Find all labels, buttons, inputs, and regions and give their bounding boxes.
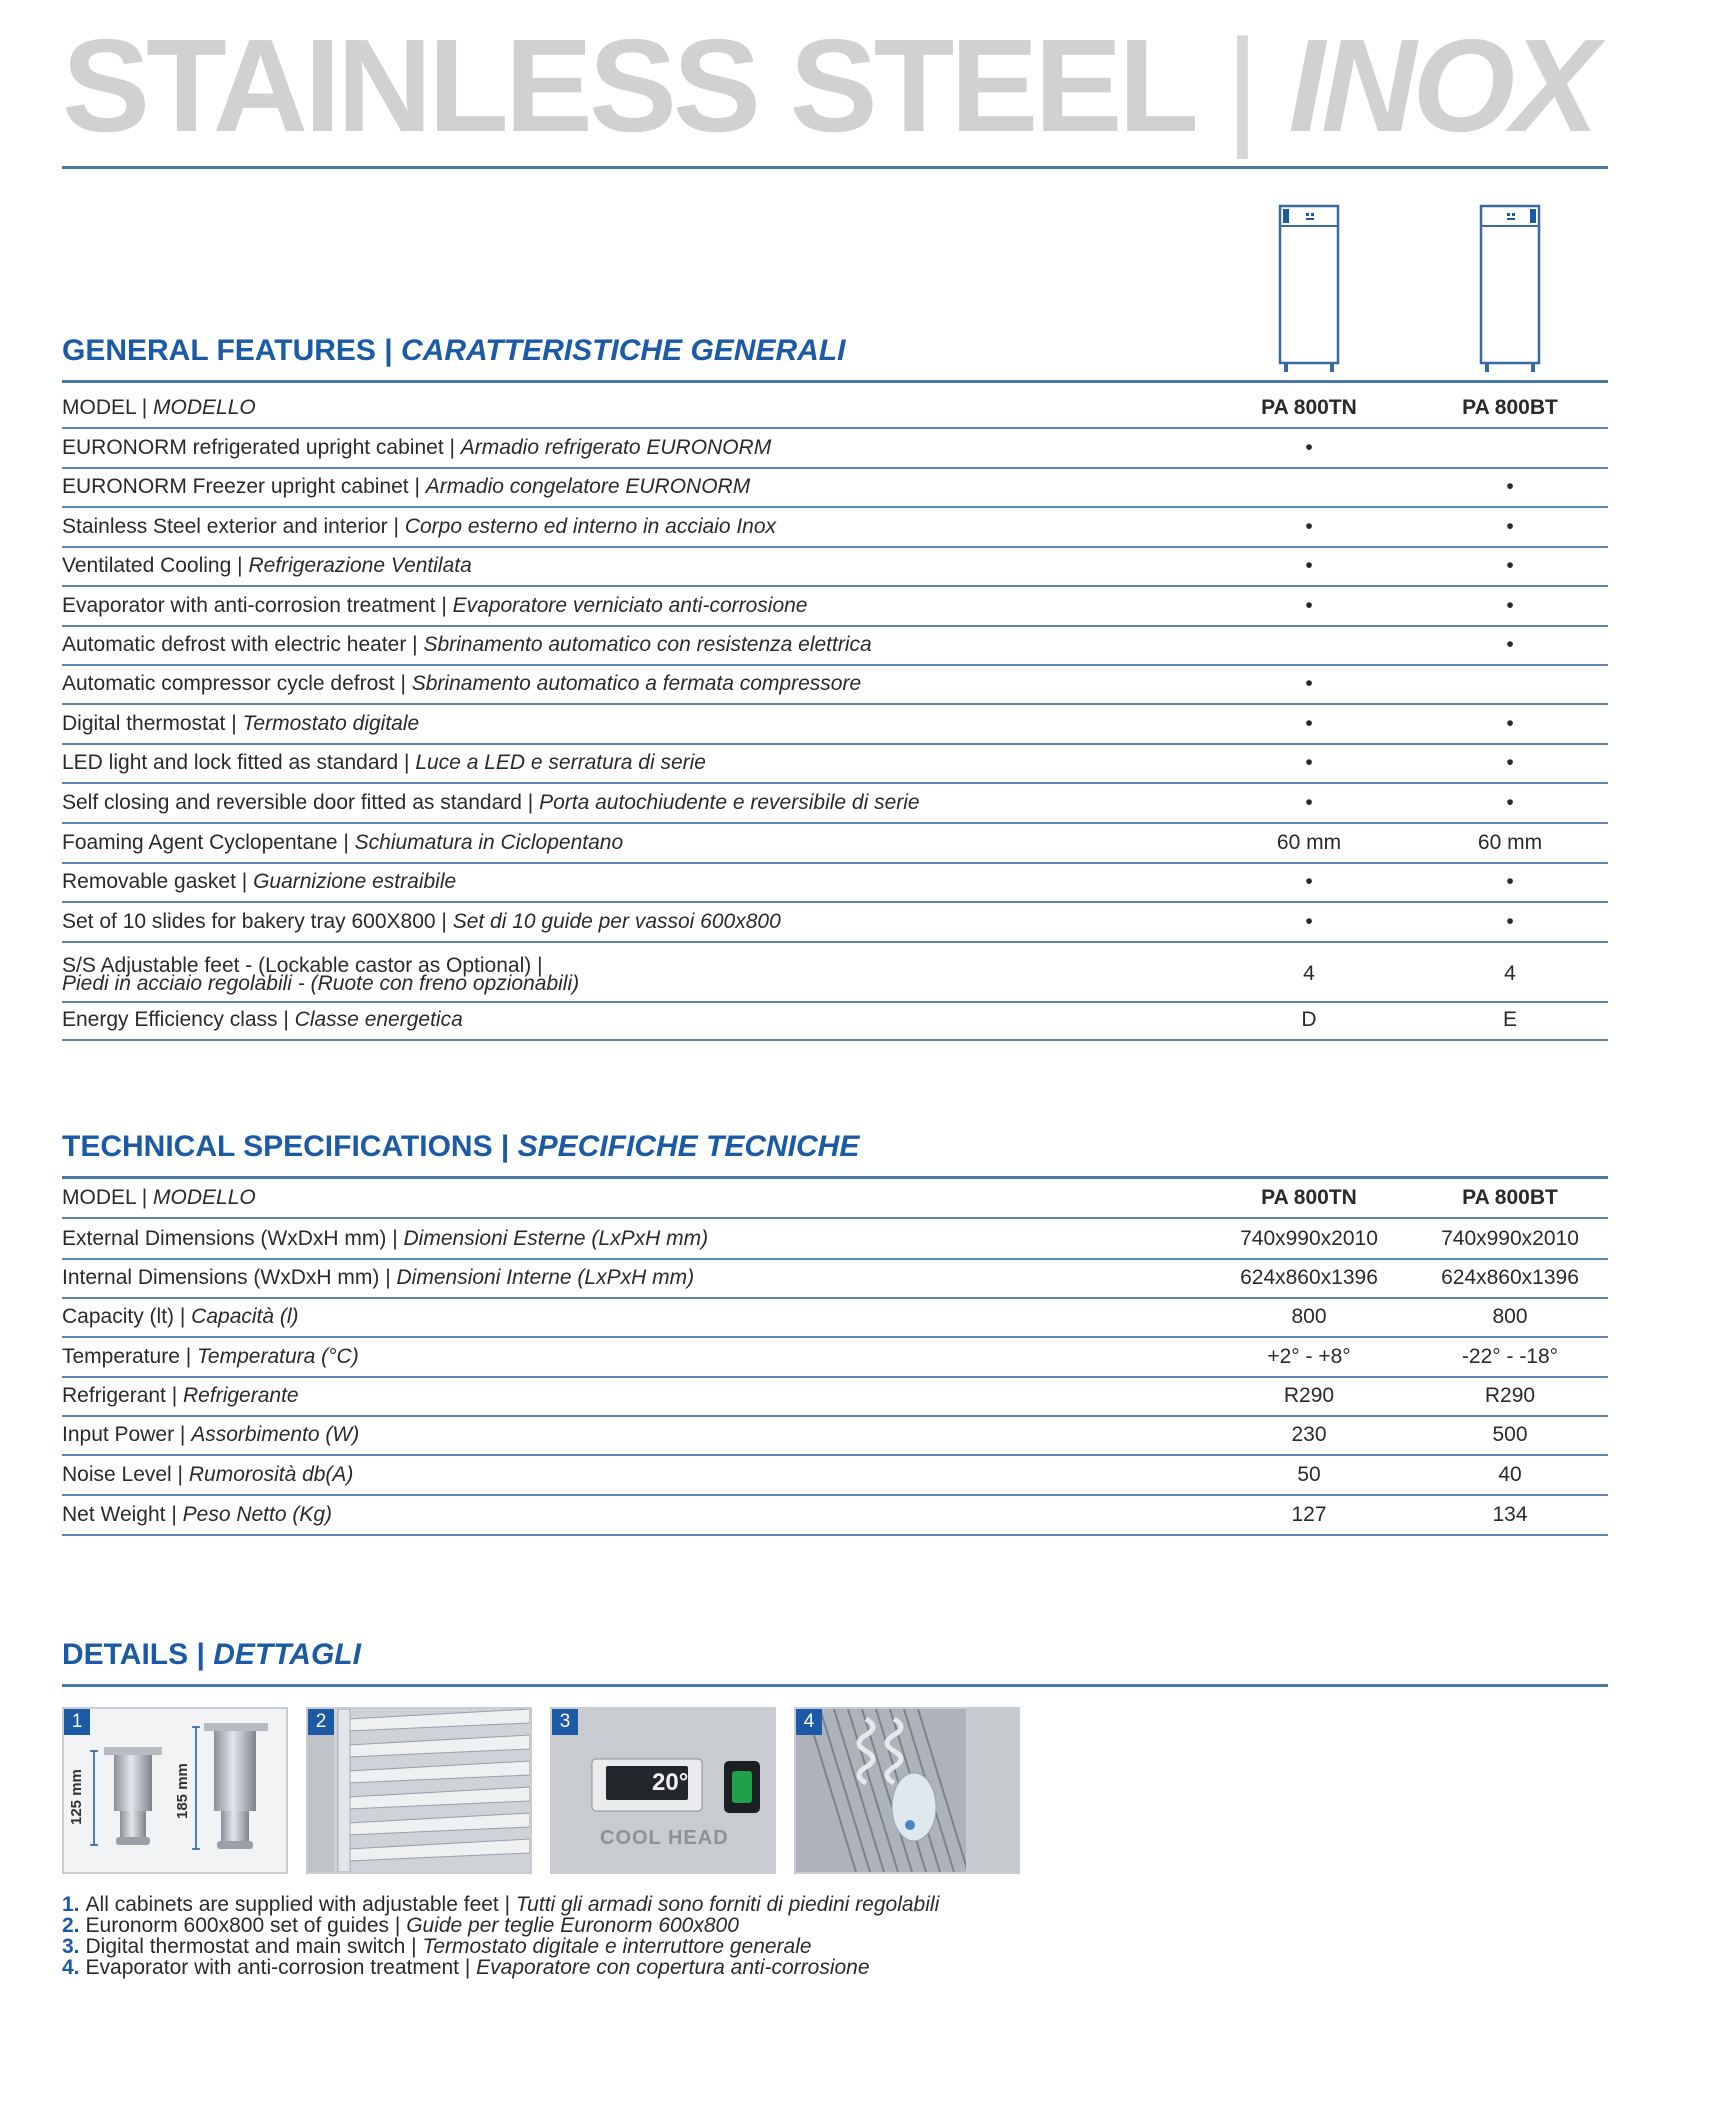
row-value-1: •: [1305, 554, 1313, 577]
table-row: [62, 1219, 1608, 1260]
row-label-it: Termostato digitale: [242, 712, 420, 735]
row-value-2: R290: [1484, 1384, 1536, 1407]
row-label: [62, 476, 750, 498]
table-row: [62, 508, 1608, 548]
row-value-1: •: [1305, 672, 1313, 695]
row-label: [62, 437, 771, 459]
row-label: [62, 752, 706, 774]
row-label-en: Ventilated Cooling |: [62, 554, 243, 577]
page-title-separator: |: [1225, 12, 1256, 159]
photo-number: 2: [308, 1709, 334, 1735]
row-label-it: Corpo esterno ed interno in acciaio Inox: [404, 515, 777, 538]
row-label: [62, 871, 456, 893]
table-row: [62, 705, 1608, 745]
row-value-1: 60 mm: [1276, 831, 1342, 854]
header-model-2: PA 800BT: [1462, 396, 1558, 419]
row-label: [62, 1424, 359, 1446]
row-label-it: Capacità (l): [191, 1305, 299, 1328]
row-label: [62, 1385, 299, 1407]
table-row: [62, 745, 1608, 784]
table-row: [62, 784, 1608, 824]
row-label: [62, 792, 920, 814]
row-label: [62, 1228, 708, 1250]
row-label-en: Refrigerant |: [62, 1384, 178, 1407]
row-value-1: •: [1305, 515, 1313, 538]
row-label-en: Digital thermostat |: [62, 712, 237, 735]
row-label-en: Foaming Agent Cyclopentane |: [62, 831, 349, 854]
header-label: MODEL | MODELLO: [62, 1186, 256, 1209]
header-model-1: PA 800TN: [1261, 1186, 1357, 1209]
row-value-2: -22° - -18°: [1461, 1345, 1559, 1368]
table-row: [62, 1417, 1608, 1456]
details-rule: [62, 1684, 1608, 1687]
row-label: [62, 516, 776, 538]
row-label-it: Porta autochiudente e reversibile di serie: [539, 791, 920, 814]
row-label-en: Stainless Steel exterior and interior |: [62, 515, 399, 538]
row-value-1: 624x860x1396: [1240, 1266, 1378, 1289]
general-title-en: GENERAL FEATURES |: [62, 334, 393, 367]
row-label-en: Evaporator with anti-corrosion treatment |: [62, 594, 447, 617]
row-label-it: Dimensioni Esterne (LxPxH mm): [403, 1227, 709, 1250]
caption-number: 2.: [62, 1914, 80, 1937]
table-row: [62, 1299, 1608, 1338]
row-label-en: EURONORM Freezer upright cabinet |: [62, 475, 420, 498]
caption-number: 4.: [62, 1956, 80, 1979]
header-model-2: PA 800BT: [1462, 1186, 1558, 1209]
row-label-en: Self closing and reversible door fitted as standard |: [62, 791, 534, 814]
row-label: [62, 1504, 332, 1526]
general-features-table: [62, 383, 1608, 1041]
table-row: [62, 1496, 1608, 1536]
row-value-1: •: [1305, 436, 1313, 459]
table-row: [62, 864, 1608, 903]
row-label-en: Net Weight |: [62, 1503, 177, 1526]
row-label-it: Luce a LED e serratura di serie: [415, 751, 706, 774]
row-value-1: 50: [1297, 1463, 1321, 1486]
row-label-en: Set of 10 slides for bakery tray 600X800 |: [62, 910, 447, 933]
caption-it: Termostato digitale e interruttore generale: [422, 1935, 812, 1958]
row-label: [62, 1267, 694, 1289]
row-label-it: Sbrinamento automatico a fermata compressore: [411, 672, 862, 695]
technical-specifications-title: [62, 1130, 859, 1164]
row-label: [62, 1306, 299, 1328]
caption-it: Tutti gli armadi sono forniti di piedini regolabili: [515, 1893, 940, 1916]
row-value-2: •: [1506, 712, 1514, 735]
table-row: [62, 943, 1608, 1003]
detail-photo-evaporator: [794, 1707, 1020, 1874]
row-label-it: Set di 10 guide per vassoi 600x800: [452, 910, 781, 933]
row-value-1: •: [1305, 712, 1313, 735]
row-value-2: •: [1506, 554, 1514, 577]
feet-row-en: S/S Adjustable feet - (Lockable castor as Optional) |: [62, 954, 543, 977]
cabinet-icon-pa800tn: [1278, 204, 1340, 374]
technical-specifications-table: [62, 1179, 1608, 1536]
caption-item: [62, 1957, 939, 1978]
row-label: [62, 555, 472, 577]
technical-title-en: TECHNICAL SPECIFICATIONS |: [62, 1130, 510, 1163]
table-row: [62, 1003, 1608, 1041]
feet-row-it: Piedi in acciaio regolabili - (Ruote con freno opzionabili): [62, 972, 580, 995]
table-row: [62, 824, 1608, 864]
row-label-en: Capacity (lt) |: [62, 1305, 186, 1328]
caption-item: [62, 1894, 939, 1915]
page-title-main: STAINLESS STEEL: [62, 12, 1193, 159]
general-features-title: [62, 334, 845, 368]
caption-item: [62, 1915, 939, 1936]
table-row: [62, 1456, 1608, 1496]
row-label-en: External Dimensions (WxDxH mm) |: [62, 1227, 398, 1250]
photo-number: 1: [64, 1709, 90, 1735]
caption-it: Guide per teglie Euronorm 600x800: [406, 1914, 739, 1937]
row-label: [62, 673, 861, 695]
table-row: [62, 469, 1608, 508]
row-value-2: E: [1502, 1008, 1517, 1031]
row-value-2: •: [1506, 791, 1514, 814]
caption-number: 1.: [62, 1893, 80, 1916]
row-value-2: •: [1506, 475, 1514, 498]
table-header-row: [62, 1179, 1608, 1219]
row-label: [62, 713, 419, 735]
row-value-2: 500: [1492, 1423, 1528, 1446]
row-value-1: 800: [1291, 1305, 1327, 1328]
row-value-2: •: [1506, 910, 1514, 933]
table-row: [62, 548, 1608, 587]
row-value-1: D: [1301, 1008, 1317, 1031]
row-label: [62, 1464, 353, 1486]
table-row: [62, 666, 1608, 705]
table-row: [62, 1260, 1608, 1299]
thermostat-display: 20°: [652, 1769, 689, 1796]
row-value-2: 800: [1492, 1305, 1528, 1328]
row-value-2: •: [1506, 633, 1514, 656]
row-label-en: LED light and lock fitted as standard |: [62, 751, 410, 774]
row-label-en: Internal Dimensions (WxDxH mm) |: [62, 1266, 391, 1289]
row-label: [62, 634, 872, 656]
row-label-it: Dimensioni Interne (LxPxH mm): [396, 1266, 695, 1289]
row-label: [62, 1346, 359, 1368]
detail-photo-thermostat: [550, 1707, 776, 1874]
row-label-it: Armadio congelatore EURONORM: [425, 475, 751, 498]
row-label-en: Temperature |: [62, 1345, 192, 1368]
row-label: [62, 832, 623, 854]
row-label-it: Peso Netto (Kg): [182, 1503, 333, 1526]
caption-item: [62, 1936, 939, 1957]
row-value-1: R290: [1283, 1384, 1335, 1407]
row-label-it: Refrigerazione Ventilata: [248, 554, 472, 577]
row-value-1: +2° - +8°: [1267, 1345, 1351, 1368]
caption-en: Evaporator with anti-corrosion treatment |: [85, 1956, 471, 1979]
caption-en: Digital thermostat and main switch |: [85, 1935, 417, 1958]
row-label-en: EURONORM refrigerated upright cabinet |: [62, 436, 455, 459]
caption-en: All cabinets are supplied with adjustable feet |: [85, 1893, 511, 1916]
page-title: [62, 12, 1596, 159]
row-value-1: •: [1305, 751, 1313, 774]
details-captions: [62, 1894, 939, 1978]
table-row: [62, 903, 1608, 943]
row-label-it: Guarnizione estraibile: [253, 870, 457, 893]
table-header-row: [62, 383, 1608, 429]
row-label-it: Rumorosità db(A): [188, 1463, 354, 1486]
row-value-1: •: [1305, 594, 1313, 617]
header-label: MODEL | MODELLO: [62, 396, 256, 419]
table-row: [62, 429, 1608, 469]
detail-photo-guides: [306, 1707, 532, 1874]
tray-guides-illustration: [308, 1709, 530, 1872]
row-label-it: Refrigerante: [183, 1384, 299, 1407]
dim-label-125: 125 mm: [68, 1769, 85, 1825]
row-label-it: Evaporatore verniciato anti-corrosione: [452, 594, 808, 617]
cool-head-logo: COOL HEAD: [600, 1827, 729, 1849]
caption-number: 3.: [62, 1935, 80, 1958]
evaporator-illustration: [796, 1709, 1018, 1872]
table-row: [62, 587, 1608, 627]
row-label-en: Automatic defrost with electric heater |: [62, 633, 418, 656]
detail-photo-feet: [62, 1707, 288, 1874]
row-value-2: 740x990x2010: [1441, 1227, 1579, 1250]
row-label-en: Input Power |: [62, 1423, 186, 1446]
row-value-1: 127: [1291, 1503, 1327, 1526]
row-value-2: •: [1506, 751, 1514, 774]
details-title-it: DETTAGLI: [213, 1638, 361, 1671]
title-rule: [62, 166, 1608, 169]
row-label-it: Sbrinamento automatico con resistenza elettrica: [423, 633, 872, 656]
row-value-2: 624x860x1396: [1441, 1266, 1579, 1289]
caption-en: Euronorm 600x800 set of guides |: [85, 1914, 401, 1937]
table-row: [62, 627, 1608, 666]
table-row: [62, 1338, 1608, 1378]
row-value-2: •: [1506, 594, 1514, 617]
row-label-it: Armadio refrigerato EURONORM: [460, 436, 772, 459]
details-title-en: DETAILS |: [62, 1638, 205, 1671]
row-label-it: Temperatura (°C): [197, 1345, 359, 1368]
row-value-2: 40: [1498, 1463, 1522, 1486]
row-value-2: 60 mm: [1477, 831, 1543, 854]
row-label-en: Removable gasket |: [62, 870, 248, 893]
row-value-2: •: [1506, 515, 1514, 538]
photo-number: 3: [552, 1709, 578, 1735]
row-label: [62, 954, 580, 995]
row-label-it: Schiumatura in Ciclopentano: [354, 831, 624, 854]
row-label-en: Automatic compressor cycle defrost |: [62, 672, 406, 695]
row-value-1: 740x990x2010: [1240, 1227, 1378, 1250]
row-label: Energy Efficiency class | Classe energetica: [62, 1008, 463, 1031]
row-value-2: 4: [1504, 962, 1516, 985]
dim-label-185: 185 mm: [174, 1763, 191, 1819]
cabinet-icon-pa800bt: [1479, 204, 1541, 374]
row-value-1: •: [1305, 910, 1313, 933]
header-model-1: PA 800TN: [1261, 396, 1357, 419]
row-value-2: •: [1506, 870, 1514, 893]
row-value-1: 4: [1303, 962, 1315, 985]
row-label-it: Assorbimento (W): [191, 1423, 360, 1446]
row-value-2: 134: [1492, 1503, 1528, 1526]
details-title: [62, 1638, 361, 1672]
page-title-italic: INOX: [1288, 12, 1596, 159]
general-title-it: CARATTERISTICHE GENERALI: [401, 334, 846, 367]
caption-it: Evaporatore con copertura anti-corrosione: [476, 1956, 870, 1979]
technical-title-it: SPECIFICHE TECNICHE: [517, 1130, 860, 1163]
row-value-1: 230: [1291, 1423, 1327, 1446]
photo-number: 4: [796, 1709, 822, 1735]
row-value-1: •: [1305, 870, 1313, 893]
row-value-1: •: [1305, 791, 1313, 814]
row-label: [62, 911, 781, 933]
row-label-en: Noise Level |: [62, 1463, 184, 1486]
row-label: [62, 595, 808, 617]
table-row: [62, 1378, 1608, 1417]
